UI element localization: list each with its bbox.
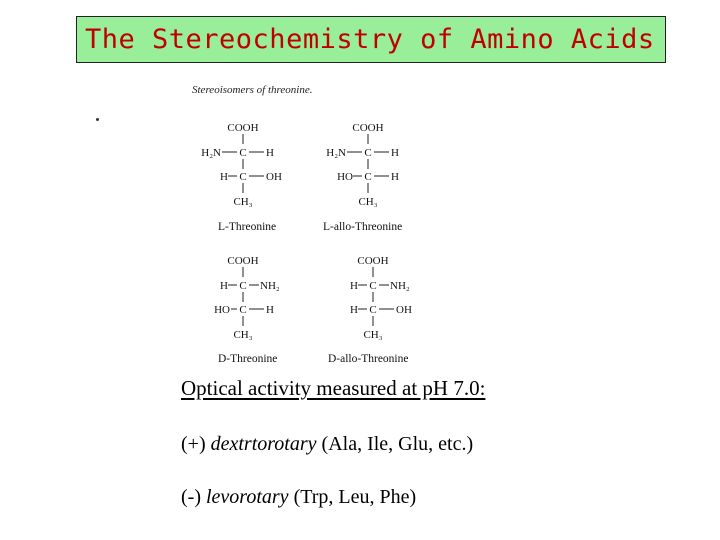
figure-caption: Stereoisomers of threonine. xyxy=(192,84,313,96)
structure-d-allo-threonine xyxy=(328,255,412,365)
row2-center: C xyxy=(369,304,377,316)
top-group: COOH xyxy=(352,122,384,134)
top-group: COOH xyxy=(227,122,259,134)
row1-left: H xyxy=(220,280,228,292)
bottom-group: CH₃ xyxy=(233,196,253,208)
levorotary-line xyxy=(181,486,416,509)
top-group: COOH xyxy=(227,255,259,267)
dextro-examples: (Ala, Ile, Glu, etc.) xyxy=(321,433,474,455)
row2-right: OH xyxy=(396,304,412,316)
row2-right: H xyxy=(266,304,274,316)
structure-name: L-Threonine xyxy=(218,221,277,233)
levo-examples: (Trp, Leu, Phe) xyxy=(293,486,417,508)
row2-center: C xyxy=(239,304,247,316)
row1-right: NH₂ xyxy=(260,280,280,292)
structure-l-threonine xyxy=(201,122,282,233)
structure-d-threonine xyxy=(214,255,280,365)
dextrorotary-line xyxy=(181,433,473,456)
row2-right: H xyxy=(391,171,399,183)
structure-name: L-allo-Threonine xyxy=(323,221,403,233)
optical-activity-heading: Optical activity measured at pH 7.0: xyxy=(181,376,486,400)
dextro-sign: (+) xyxy=(181,433,206,455)
levo-sign: (-) xyxy=(181,486,201,508)
slide-title: The Stereochemistry of Amino Acids xyxy=(85,24,655,55)
levo-term: levorotary xyxy=(205,486,289,508)
row1-left: H₂N xyxy=(326,147,346,159)
row1-right: H xyxy=(391,147,399,159)
structure-name: D-allo-Threonine xyxy=(328,353,409,365)
top-group: COOH xyxy=(357,255,389,267)
title-banner xyxy=(76,16,666,63)
structure-l-allo-threonine xyxy=(323,122,402,233)
structure-name: D-Threonine xyxy=(218,353,278,365)
row2-left: HO xyxy=(214,304,230,316)
row1-center: C xyxy=(364,147,372,159)
row1-right: H xyxy=(266,147,274,159)
row2-left: HO xyxy=(337,171,353,183)
row2-left: H xyxy=(220,171,228,183)
row2-right: OH xyxy=(266,171,282,183)
bottom-group: CH₃ xyxy=(358,196,378,208)
row2-center: C xyxy=(364,171,372,183)
row2-left: H xyxy=(350,304,358,316)
row1-left: H xyxy=(350,280,358,292)
row1-center: C xyxy=(239,147,247,159)
row1-center: C xyxy=(369,280,377,292)
bottom-group: CH₃ xyxy=(233,329,253,341)
row1-center: C xyxy=(239,280,247,292)
bottom-group: CH₃ xyxy=(363,329,383,341)
dextro-term: dextrtorotary xyxy=(210,433,317,455)
threonine-stereoisomers-diagram xyxy=(190,112,450,370)
stray-dot xyxy=(96,118,99,121)
row1-left: H₂N xyxy=(201,147,221,159)
row2-center: C xyxy=(239,171,247,183)
row1-right: NH₂ xyxy=(390,280,410,292)
